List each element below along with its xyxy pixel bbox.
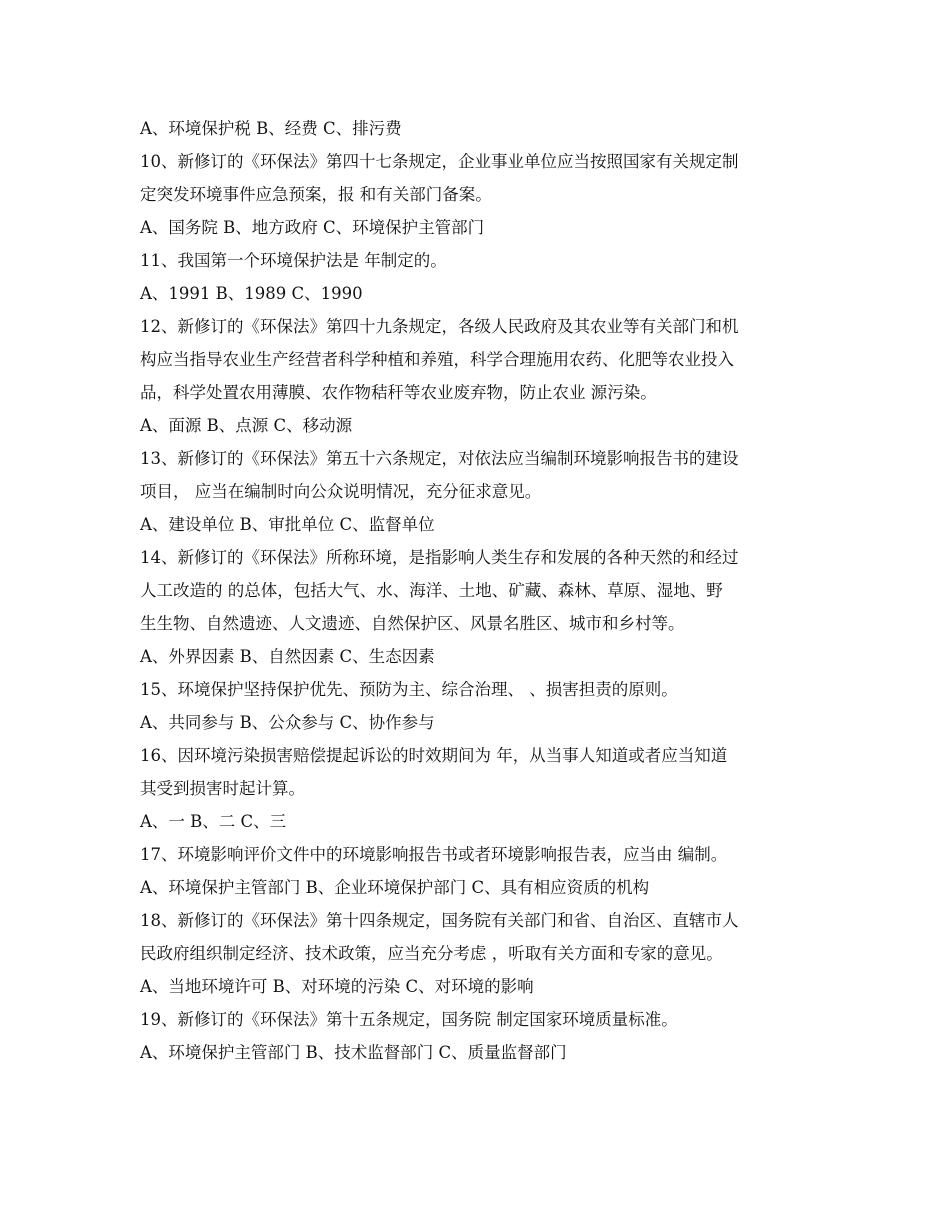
text-line: A、当地环境许可 B、对环境的污染 C、对环境的影响 (140, 977, 534, 996)
text-line: 生生物、自然遗迹、人文遗迹、自然保护区、风景名胜区、城市和乡村等。 (140, 614, 685, 633)
text-line: 构应当指导农业生产经营者科学种植和养殖，科学合理施用农药、化肥等农业投入 (140, 350, 734, 369)
text-line: A、外界因素 B、自然因素 C、生态因素 (140, 647, 435, 666)
text-line: 18、新修订的《环保法》第十四条规定，国务院有关部门和省、自治区、直辖市人 (140, 911, 739, 930)
text-line: 10、新修订的《环保法》第四十七条规定，企业事业单位应当按照国家有关规定制 (140, 152, 739, 171)
text-line: 15、环境保护坚持保护优先、预防为主、综合治理、 、损害担责的原则。 (140, 680, 678, 699)
document-body (140, 112, 820, 1069)
text-line: 13、新修订的《环保法》第五十六条规定，对依法应当编制环境影响报告书的建设 (140, 449, 739, 468)
text-line: A、环境保护主管部门 B、技术监督部门 C、质量监督部门 (140, 1043, 567, 1062)
text-line: 定突发环境事件应急预案，报 和有关部门备案。 (140, 185, 492, 204)
text-line: 19、新修订的《环保法》第十五条规定，国务院 制定国家环境质量标准。 (140, 1010, 678, 1029)
text-line: A、面源 B、点源 C、移动源 (140, 416, 353, 435)
text-line: A、环境保护税 B、经费 C、排污费 (140, 119, 402, 138)
text-line: 项目， 应当在编制时向公众说明情况，充分征求意见。 (140, 482, 542, 501)
text-line: 人工改造的 的总体，包括大气、水、海洋、土地、矿藏、森林、草原、湿地、野 (140, 581, 723, 600)
text-line: A、一 B、二 C、三 (140, 812, 287, 831)
text-line: 17、环境影响评价文件中的环境影响报告书或者环境影响报告表，应当由 编制。 (140, 845, 728, 864)
text-line: 品，科学处置农用薄膜、农作物秸秆等农业废弃物，防止农业 源污染。 (140, 383, 657, 402)
text-line: 民政府组织制定经济、技术政策，应当充分考虑 ，听取有关方面和专家的意见。 (140, 944, 723, 963)
text-line: A、建设单位 B、审批单位 C、监督单位 (140, 515, 435, 534)
text-line: 12、新修订的《环保法》第四十九条规定，各级人民政府及其农业等有关部门和机 (140, 317, 739, 336)
text-line: 11、我国第一个环境保护法是 年制定的。 (140, 251, 447, 270)
text-line: A、环境保护主管部门 B、企业环境保护部门 C、具有相应资质的机构 (140, 878, 650, 897)
text-line: 16、因环境污染损害赔偿提起诉讼的时效期间为 年，从当事人知道或者应当知道 (140, 746, 728, 765)
text-line: 14、新修订的《环保法》所称环境，是指影响人类生存和发展的各种天然的和经过 (140, 548, 739, 567)
text-line: A、国务院 B、地方政府 C、环境保护主管部门 (140, 218, 485, 237)
text-line: A、共同参与 B、公众参与 C、协作参与 (140, 713, 435, 732)
text-line: A、1991 B、1989 C、1990 (140, 284, 363, 303)
text-line: 其受到损害时起计算。 (140, 779, 305, 798)
